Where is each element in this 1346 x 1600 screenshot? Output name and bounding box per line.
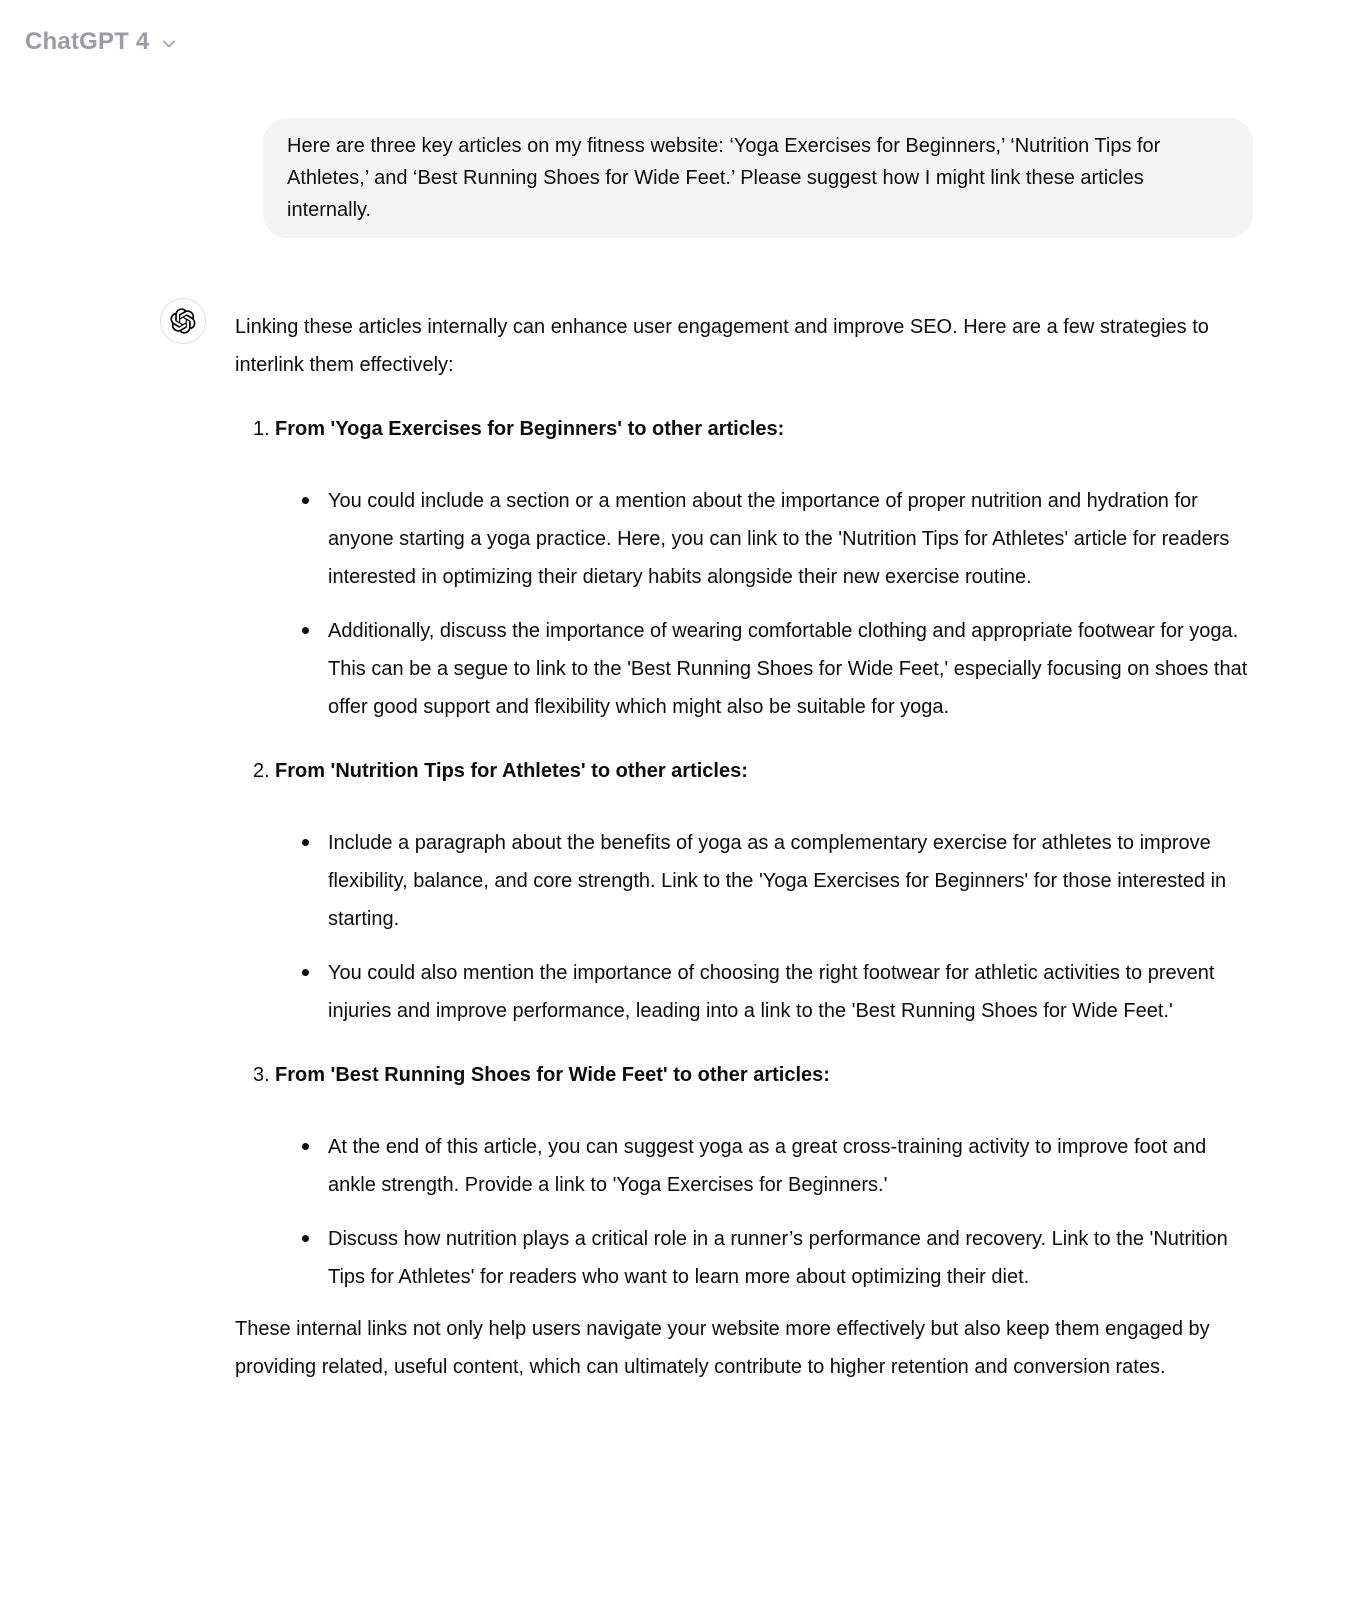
- section-heading-text: From 'Yoga Exercises for Beginners' to other articles:: [275, 418, 785, 440]
- list-number: 1.: [253, 418, 270, 440]
- list-section-1: [235, 410, 1253, 726]
- list-item: Discuss how nutrition plays a critical role in a runner’s performance and recovery. Link to the 'Nutrition Tips for Athletes' for readers who want to learn more about optimizing their diet.: [235, 1220, 1253, 1296]
- list-item: You could also mention the importance of choosing the right footwear for athletic activities to prevent injuries and improve performance, leading into a link to the 'Best Running Shoes for Wide Feet.': [235, 954, 1253, 1030]
- assistant-message: [235, 298, 1253, 1386]
- model-label: ChatGPT 4: [25, 28, 150, 55]
- section-3-bullets: [235, 1128, 1253, 1296]
- list-item: Additionally, discuss the importance of wearing comfortable clothing and appropriate footwear for yoga. This can be a segue to link to the 'Best Running Shoes for Wide Feet,' especially focusing on shoes that offer good support and flexibility which might also be suitable for yoga.: [235, 612, 1253, 726]
- bullet-icon: [302, 482, 328, 596]
- conversation: [160, 118, 1253, 1386]
- section-3-heading: [235, 1056, 1253, 1094]
- model-selector[interactable]: [25, 28, 179, 56]
- user-message-bubble: Here are three key articles on my fitness website: ‘Yoga Exercises for Beginners,’ ‘Nutrition Tips for Athletes,’ and ‘Best Running Shoes for Wide Feet.’ Please suggest how I might link these articles internally.: [263, 118, 1253, 238]
- list-number: 2.: [253, 760, 270, 782]
- section-1-bullets: [235, 482, 1253, 726]
- assistant-closing: These internal links not only help users navigate your website more effectively but also keep them engaged by providing related, useful content, which can ultimately contribute to higher retention and conversion rates.: [235, 1318, 1210, 1378]
- assistant-intro: Linking these articles internally can enhance user engagement and improve SEO. Here are a few strategies to interlink them effectively:: [235, 316, 1209, 376]
- bullet-icon: [302, 612, 328, 726]
- section-heading-text: From 'Best Running Shoes for Wide Feet' to other articles:: [275, 1064, 830, 1086]
- list-section-2: [235, 752, 1253, 1030]
- bullet-icon: [302, 954, 328, 1030]
- bullet-icon: [302, 1128, 328, 1204]
- assistant-turn: [160, 298, 1253, 1386]
- list-number: 3.: [253, 1064, 270, 1086]
- chevron-down-icon: [159, 34, 179, 54]
- section-1-heading: [235, 410, 1253, 448]
- openai-logo-icon: [170, 308, 196, 334]
- bullet-icon: [302, 1220, 328, 1296]
- list-section-3: [235, 1056, 1253, 1296]
- bullet-icon: [302, 824, 328, 938]
- list-item: At the end of this article, you can suggest yoga as a great cross-training activity to improve foot and ankle strength. Provide a link to 'Yoga Exercises for Beginners.': [235, 1128, 1253, 1204]
- section-2-bullets: [235, 824, 1253, 1030]
- section-2-heading: [235, 752, 1253, 790]
- list-item: You could include a section or a mention about the importance of proper nutrition and hydration for anyone starting a yoga practice. Here, you can link to the 'Nutrition Tips for Athletes' article for readers interested in optimizing their dietary habits alongside their new exercise routine.: [235, 482, 1253, 596]
- section-heading-text: From 'Nutrition Tips for Athletes' to other articles:: [275, 760, 748, 782]
- user-turn: [160, 118, 1253, 238]
- assistant-avatar: [160, 298, 206, 344]
- list-item: Include a paragraph about the benefits of yoga as a complementary exercise for athletes to improve flexibility, balance, and core strength. Link to the 'Yoga Exercises for Beginners' for those interested in starting.: [235, 824, 1253, 938]
